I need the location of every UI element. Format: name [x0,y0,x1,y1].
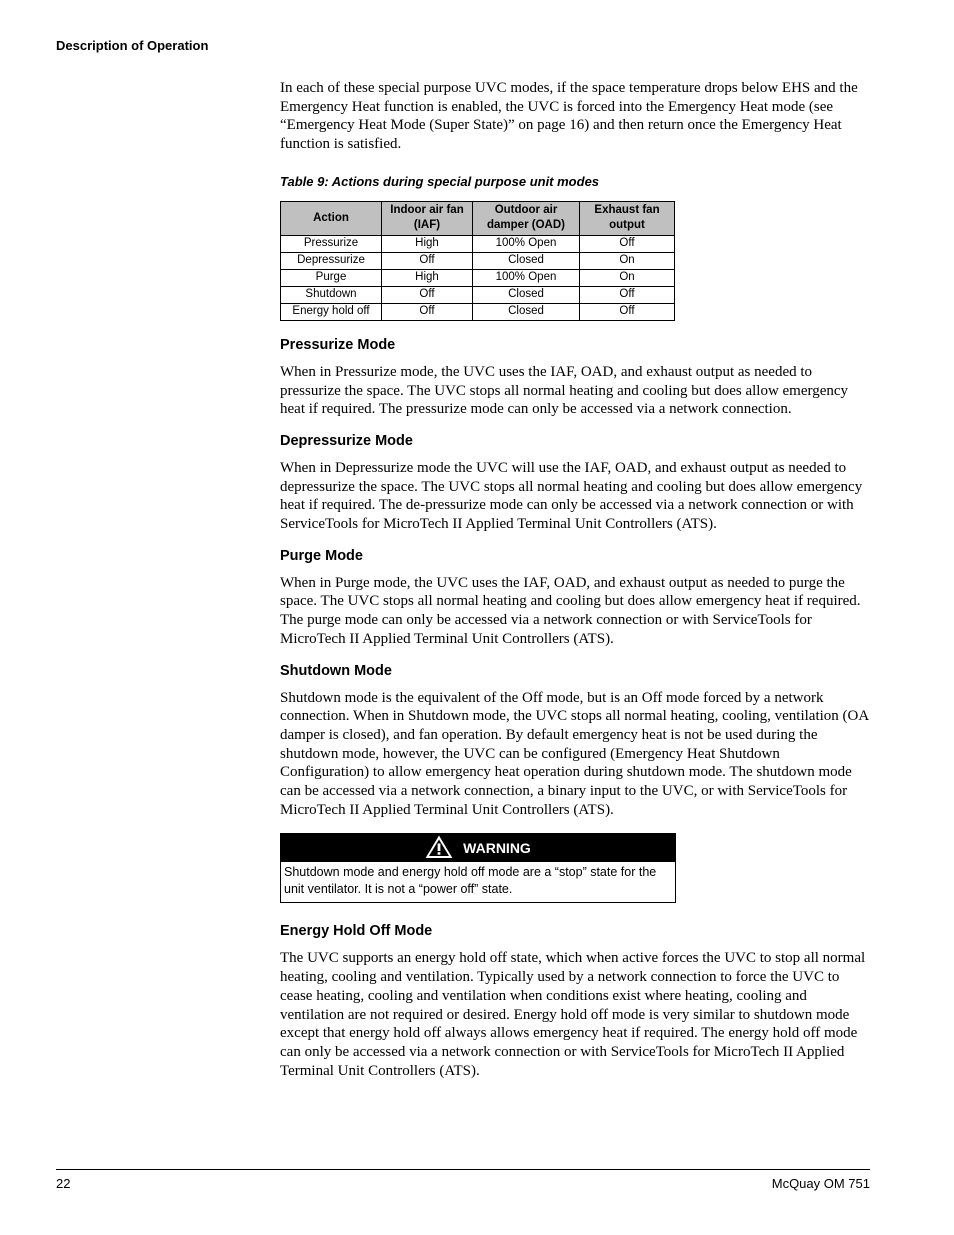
table-caption: Table 9: Actions during special purpose unit modes [280,173,600,189]
table-cell: Off [580,235,675,252]
table-cell: Off [580,303,675,320]
shutdown-paragraph: Shutdown mode is the equivalent of the Off mode, but is an Off mode forced by a network connection. When in Shutdown mode, the UVC stops all normal heating, cooling, ventilation (OA damper is closed), and fan operation. By default emergency heat is not be used during the shutdown mode, however, the UVC can be configured (Emergency Heat Shutdown Configuration) to allow emergency heat operation during shutdown mode. The shutdown mode can be accessed via a network connection, a binary input to the UVC, or with ServiceTools for MicroTech II Applied Terminal Unit Controllers (ATS). [280,689,869,818]
footer-divider [56,1169,870,1170]
table-cell: Depressurize [281,252,382,269]
table-row [281,269,675,286]
warning-box [280,833,676,903]
document-id: McQuay OM 751 [771,1176,870,1191]
table-cell: Pressurize [281,235,382,252]
table-cell: Off [580,286,675,303]
warning-title: WARNING [463,840,531,857]
pressurize-heading: Pressurize Mode [280,336,396,353]
table-cell: Off [382,303,473,320]
energy-hold-off-heading: Energy Hold Off Mode [280,923,433,940]
purge-heading: Purge Mode [280,547,363,564]
running-header: Description of Operation [56,38,209,53]
energy-hold-off-paragraph: The UVC supports an energy hold off state, which when active forces the UVC to stop all normal heating, cooling and ventilation. Typically used by a network connection to force the UVC to cease heating, cooling and ventilation when conditions exist where heating, cooling and ventilation are not required or desired. Energy hold off mode is very similar to shutdown mode except that energy hold off always allows emergency heat if required. The energy hold off mode can only be accessed via a network connection or with ServiceTools for MicroTech II Applied Terminal Unit Controllers (ATS). [280,950,866,1079]
table-header-row [281,201,675,235]
table-cell: High [382,269,473,286]
table-cell: On [580,252,675,269]
warning-triangle-icon [425,835,453,862]
table-row [281,252,675,269]
table-cell: 100% Open [473,269,580,286]
depressurize-paragraph: When in Depressurize mode the UVC will use the IAF, OAD, and exhaust output as needed to depressurize the space. The UVC stops all normal heating and cooling but does allow emergency heat if required. The de-pressurize mode can only be accessed via a network connection or with ServiceTools for MicroTech II Applied Terminal Unit Controllers (ATS). [280,459,863,533]
table-cell: Shutdown [281,286,382,303]
column-header-oad: Outdoor air damper (OAD) [473,201,580,235]
table-cell: Off [382,252,473,269]
table-row [281,286,675,303]
depressurize-heading: Depressurize Mode [280,432,413,449]
table-cell: Energy hold off [281,303,382,320]
table-row [281,235,675,252]
main-content [280,79,870,1094]
table-cell: 100% Open [473,235,580,252]
intro-paragraph: In each of these special purpose UVC modes, if the space temperature drops below EHS and the Emergency Heat function is enabled, the UVC is forced into the Emergency Heat mode (see “Emergency Heat Mode (Super State)” on page 16) and then return once the Emergency Heat function is satisfied. [280,80,858,153]
column-header-exhaust: Exhaust fan output [580,201,675,235]
page-number: 22 [56,1176,71,1191]
column-header-iaf: Indoor air fan (IAF) [382,201,473,235]
shutdown-heading: Shutdown Mode [280,662,392,679]
table-cell: Purge [281,269,382,286]
table-row [281,303,675,320]
warning-header [281,834,675,862]
actions-table [280,201,675,321]
table-cell: Off [382,286,473,303]
purge-paragraph: When in Purge mode, the UVC uses the IAF, OAD, and exhaust output as needed to purge the space. The UVC stops all normal heating and cooling but does allow emergency heat if required. The purge mode can only be accessed via a network connection or with ServiceTools for MicroTech II Applied Terminal Unit Controllers (ATS). [280,574,861,647]
column-header-action: Action [281,201,382,235]
warning-text: Shutdown mode and energy hold off mode are a “stop” state for the unit ventilator. It is not a “power off” state. [284,865,657,897]
table-cell: Closed [473,303,580,320]
table-cell: Closed [473,252,580,269]
table-cell: Closed [473,286,580,303]
table-cell: On [580,269,675,286]
pressurize-paragraph: When in Pressurize mode, the UVC uses the IAF, OAD, and exhaust output as needed to pressurize the space. The UVC stops all normal heating and cooling but does allow emergency heat if required. The pressurize mode can only be accessed via a network connection. [280,363,849,418]
table-cell: High [382,235,473,252]
